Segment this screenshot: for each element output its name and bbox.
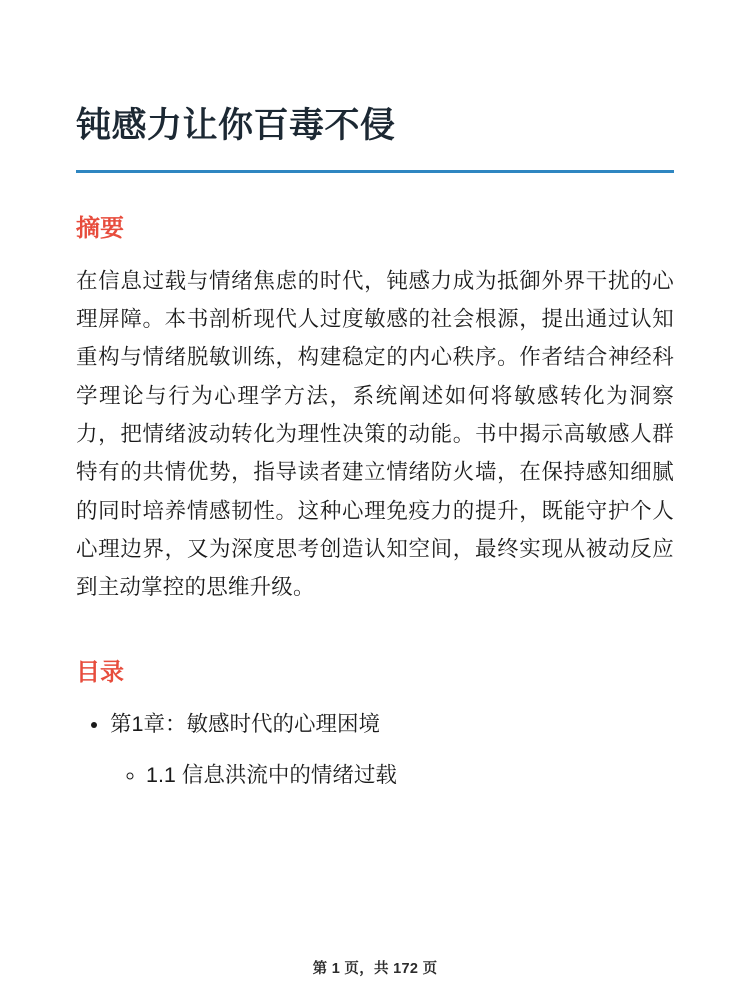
toc-chapter-item: [110, 707, 674, 792]
toc-section-label[interactable]: 1.1 信息洪流中的情绪过载: [146, 762, 397, 787]
toc-sublist: [110, 758, 674, 792]
page-footer: 第 1 页，共 172 页: [312, 961, 438, 977]
toc-section-item: [146, 758, 674, 792]
abstract-heading: 摘要: [76, 214, 124, 242]
title-divider: [76, 170, 674, 173]
toc-list: [76, 707, 674, 792]
toc-chapter-label[interactable]: 第1章：敏感时代的心理困境: [110, 712, 380, 737]
page-title: 钝感力让你百毒不侵: [76, 106, 396, 145]
abstract-text: 在信息过载与情绪焦虑的时代，钝感力成为抵御外界干扰的心理屏障。本书剖析现代人过度敏感的社会根源，提出通过认知重构与情绪脱敏训练，构建稳定的内心秩序。作者结合神经科学理论与行为心理学方法，系统阐述如何将敏感转化为洞察力，把情绪波动转化为理性决策的动能。书中揭示高敏感人群特有的共情优势，指导读者建立情绪防火墙，在保持感知细腻的同时培养情感韧性。这种心理免疫力的提升，既能守护个人心理边界，又为深度思考创造认知空间，最终实现从被动反应到主动掌控的思维升级。: [76, 268, 674, 600]
toc-heading: 目录: [76, 659, 124, 687]
